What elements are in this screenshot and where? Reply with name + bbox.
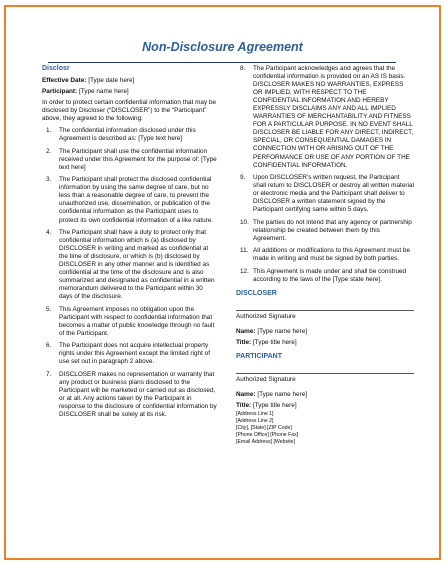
- title-underline: [48, 62, 396, 63]
- page-border: [4, 5, 441, 560]
- discloser-name-label: Name:: [236, 327, 256, 335]
- clause-text: All additions or modifications to this Agreement must be made in writing and must be signed by both parties.: [253, 247, 411, 263]
- participant-name-label: Name:: [236, 391, 256, 399]
- clause-text: Upon DISCLOSER's written request, the Participant shall return to DISCLOSER or destroy all written material or electronic media and the Participant shall deliver to DISCLOSER a written statement signed by the Participant certifying same within 5 days.: [253, 174, 414, 214]
- clause-text: The Participant shall use the confidential information received under this Agreement for the purpose of: [Type text here]: [59, 147, 217, 171]
- right-column: [236, 65, 414, 447]
- clause-5: [42, 306, 218, 338]
- clause-text: DISCLOSER makes no representation or warranty that any product or business plans disclosed to the Participant will be marketed or carried out as disclosed, or at all. Any actions taken by the Participant in response to the disclosure of confidential information by DISCLOSER shall be solely at its risk.: [59, 370, 217, 419]
- clause-number: 4.: [46, 228, 52, 236]
- left-column: [42, 65, 218, 424]
- participant-title-row: [236, 402, 414, 410]
- discloser-name-row: [236, 328, 414, 336]
- clause-number: 2.: [46, 147, 52, 155]
- clause-text: The confidential information disclosed under this Agreement is described as: [Type text here]: [59, 127, 196, 143]
- clause-text: The Participant acknowledges and agrees that the confidential information is provided on an AS IS basis. DISCLOSER MAKES NO WARRANTIES, EXPRESS OR IMPLIED, WITH RESPECT TO THE CONFIDENTIAL INFORMATION AND HEREBY EXPRESSLY DISCLAIMS ANY AND ALL IMPLIED WARRANTIES OF MERCHANTABILITY AND FITNESS FOR A PARTICULAR PURPOSE. IN NO EVENT SHALL DISCLOSER BE LIABLE FOR ANY DIRECT, INDIRECT, SPECIAL, OR CONSEQUENTIAL DAMAGES IN CONNECTION WITH OR ARISING OUT OF THE PERFORMANCE OR USE OF ANY PORTION OF THE CONFIDENTIAL INFORMATION.: [253, 65, 414, 169]
- participant-signature-heading: PARTICIPANT: [236, 352, 283, 360]
- clause-number: 5.: [46, 305, 52, 313]
- participant-row: [42, 88, 218, 96]
- address-phone: [Phone Office] [Phone Fax]: [236, 432, 299, 439]
- clause-number: 11.: [240, 247, 249, 255]
- discloser-section-heading: Disclosr: [42, 65, 70, 72]
- participant-name-row: [236, 391, 414, 399]
- discloser-signature-heading: DISCLOSER: [236, 289, 277, 297]
- clause-7: [42, 371, 218, 419]
- clause-number: 3.: [46, 176, 52, 184]
- clause-12: [236, 268, 414, 284]
- address-line-2: [Address Line 2]: [236, 418, 274, 425]
- clause-number: 12.: [240, 267, 249, 275]
- clause-8: [236, 65, 414, 170]
- clause-11: [236, 247, 414, 263]
- discloser-name-value: [Type name here]: [257, 327, 308, 335]
- clause-text: The parties do not intend that any agency or partnership relationship be created between them by this Agreement.: [253, 218, 412, 242]
- discloser-title-label: Title:: [236, 338, 252, 346]
- participant-authorized-signature: Authorized Signature: [236, 375, 296, 383]
- discloser-authorized-signature: Authorized Signature: [236, 312, 296, 320]
- effective-date-row: [42, 77, 218, 85]
- participant-signature-line: [236, 373, 414, 374]
- effective-date-value: [Type date here]: [88, 77, 135, 85]
- clause-1: [42, 127, 218, 143]
- participant-label: Participant:: [42, 88, 78, 96]
- clause-number: 1.: [46, 127, 52, 135]
- clause-10: [236, 219, 414, 243]
- participant-title-label: Title:: [236, 402, 252, 410]
- discloser-title-value: [Type title here]: [252, 338, 297, 346]
- clause-text: The Participant shall protect the disclosed confidential information by using the same degree of care, but no less than a reasonable degree of care, to prevent the unauthorized use, dissemination, or publication of the confidential information as the Participant uses to protect its own confidential information of a like nature.: [59, 176, 214, 224]
- clause-3: [42, 176, 218, 224]
- clause-number: 6.: [46, 342, 52, 350]
- clause-text: This Agreement is made under and shall be construed according to the laws of the [Type state here].: [253, 267, 407, 283]
- discloser-title-row: [236, 339, 414, 347]
- address-city-state-zip: [City], [State] [ZIP Code]: [236, 425, 292, 432]
- clause-number: 7.: [46, 370, 52, 378]
- address-line-1: [Address Line 1]: [236, 411, 274, 418]
- intro-paragraph: In order to protect certain confidential information that may be disclosed by Discloser (“DISCLOSER”) to the “Participant” above, they agreed to the following:: [42, 99, 217, 123]
- clause-6: [42, 342, 218, 366]
- document-title: Non-Disclosure Agreement: [142, 40, 303, 54]
- clause-text: This Agreement imposes no obligation upon the Participant with respect to confidential information that becomes a matter of public knowledge through no fault of the Participant.: [59, 305, 215, 337]
- clause-number: 10.: [240, 218, 249, 226]
- effective-date-label: Effective Date:: [42, 77, 87, 85]
- participant-value: [Type name here]: [78, 88, 129, 96]
- clause-number: 8.: [240, 65, 246, 72]
- address-email-website: [Email Address] [Website]: [236, 439, 296, 446]
- clause-4: [42, 229, 218, 301]
- clause-text: The Participant does not acquire intellectual property rights under this Agreement except the limited right of use set out in paragraph 2 above.: [59, 342, 210, 366]
- clause-number: 9.: [240, 174, 246, 181]
- participant-title-value: [Type title here]: [252, 402, 297, 410]
- participant-name-value: [Type name here]: [257, 391, 308, 399]
- clause-9: [236, 174, 414, 214]
- clause-2: [42, 148, 218, 172]
- address-block: [236, 411, 414, 446]
- discloser-signature-line: [236, 310, 414, 311]
- clause-text: The Participant shall have a duty to protect only that confidential information which is (a) disclosed by DISCLOSER in writing and marked as confidential at the time of disclosure, or which is (b) disclosed by DISCLOSER in any other manner and is identified as confidential at the time of the disclosure and is also summarized and designated as confidential in a written memorandum delivered to the Participant within 30 days of the disclosure.: [59, 228, 215, 301]
